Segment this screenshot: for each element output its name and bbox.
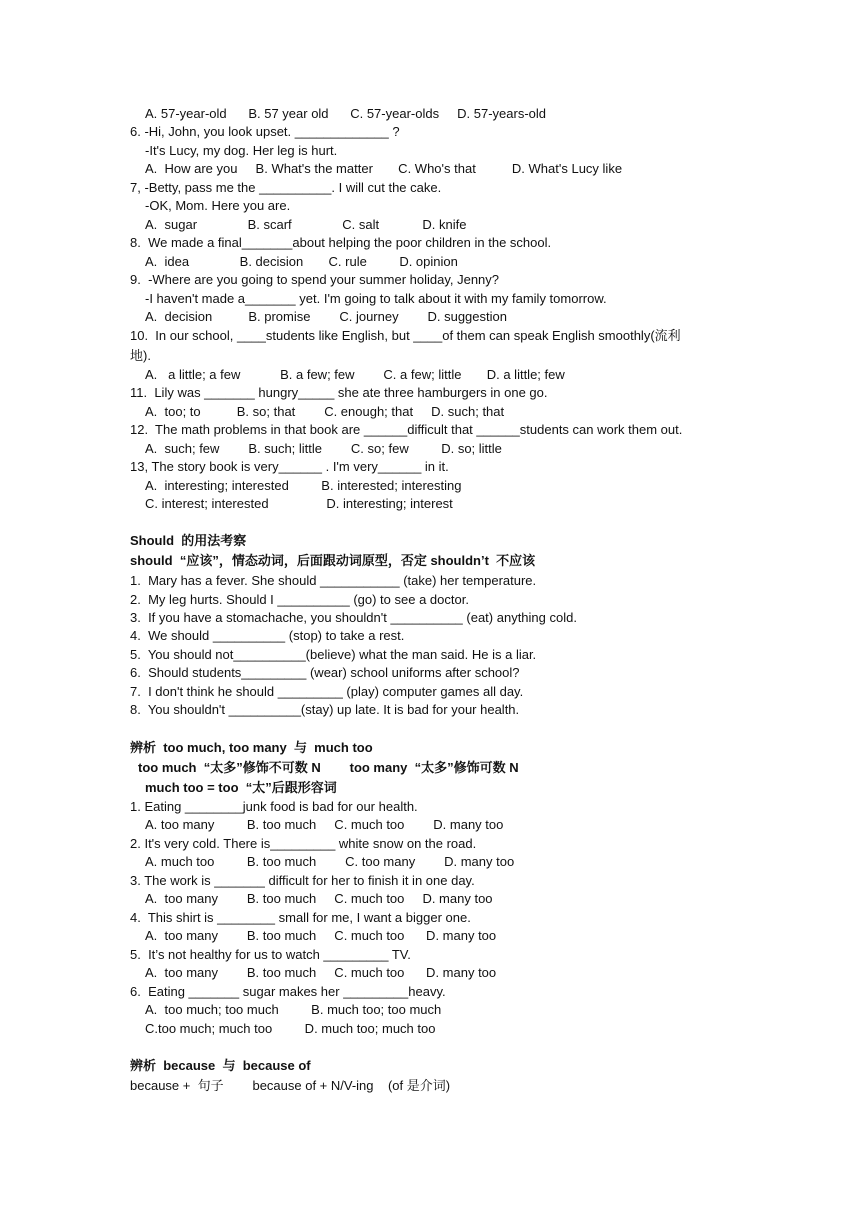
- q13-options-2: C. interest; interested D. interesting; interest: [145, 496, 453, 511]
- too-q5: 5. It’s not healthy for us to watch _________ TV.: [130, 947, 411, 962]
- q9-reply: -I haven't made a_______ yet. I'm going to talk about it with my family tomorrow.: [145, 291, 607, 306]
- too-q4: 4. This shirt is ________ small for me, I want a bigger one.: [130, 910, 471, 925]
- q13-stem: 13, The story book is very______ . I'm very______ in it.: [130, 459, 449, 474]
- should-item-5: 5. You should not__________(believe) what the man said. He is a liar.: [130, 647, 537, 662]
- too-q2: 2. It's very cold. There is_________ white snow on the road.: [130, 836, 477, 851]
- should-item-6: 6. Should students_________ (wear) school uniforms after school?: [130, 665, 520, 680]
- q12-options: A. such; few B. such; little C. so; few D. so; little: [145, 441, 502, 456]
- q7-options: A. sugar B. scarf C. salt D. knife: [145, 217, 467, 232]
- because-rule: because + 句子 because of + N/V-ing (of 是介词): [130, 1078, 451, 1093]
- too-q3: 3. The work is _______ difficult for her to finish it in one day.: [130, 873, 475, 888]
- too-q1-options: A. too many B. too much C. much too D. many too: [145, 817, 504, 832]
- should-item-3: 3. If you have a stomachache, you shouldn't __________ (eat) anything cold.: [130, 610, 577, 625]
- should-heading: Should 的用法考察: [130, 533, 247, 548]
- too-heading: 辨析 too much, too many 与 much too: [130, 740, 373, 755]
- q11-stem: 11. Lily was _______ hungry_____ she ate three hamburgers in one go.: [130, 385, 548, 400]
- q7-reply: -OK, Mom. Here you are.: [145, 198, 291, 213]
- too-q6-options-2: C.too much; much too D. much too; much too: [145, 1021, 436, 1036]
- q10-options: A. a little; a few B. a few; few C. a few; little D. a little; few: [145, 367, 565, 382]
- q11-options: A. too; to B. so; that C. enough; that D. such; that: [145, 404, 505, 419]
- too-q4-options: A. too many B. too much C. much too D. many too: [145, 928, 497, 943]
- because-heading: 辨析 because 与 because of: [130, 1058, 311, 1073]
- q10-stem-continued: 地).: [130, 348, 151, 363]
- too-rule-2: much too = too “太”后跟形容词: [145, 780, 337, 795]
- too-q6: 6. Eating _______ sugar makes her _________heavy.: [130, 984, 446, 999]
- q12-stem: 12. The math problems in that book are ______difficult that ______students can work them out.: [130, 422, 683, 437]
- too-q1: 1. Eating ________junk food is bad for our health.: [130, 799, 418, 814]
- q6-reply: -It's Lucy, my dog. Her leg is hurt.: [145, 143, 338, 158]
- q5-options: A. 57-year-old B. 57 year old C. 57-year-olds D. 57-years-old: [145, 106, 547, 121]
- q10-stem: 10. In our school, ____students like English, but ____of them can speak English smoothly(流利: [130, 328, 681, 343]
- too-q3-options: A. too many B. too much C. much too D. many too: [145, 891, 493, 906]
- q13-options-1: A. interesting; interested B. interested; interesting: [145, 478, 462, 493]
- too-q5-options: A. too many B. too much C. much too D. many too: [145, 965, 497, 980]
- q9-options: A. decision B. promise C. journey D. suggestion: [145, 309, 507, 324]
- q6-stem: 6. -Hi, John, you look upset. _____________ ?: [130, 124, 400, 139]
- should-item-7: 7. I don't think he should _________ (play) computer games all day.: [130, 684, 524, 699]
- too-q2-options: A. much too B. too much C. too many D. many too: [145, 854, 515, 869]
- should-item-8: 8. You shouldn't __________(stay) up late. It is bad for your health.: [130, 702, 520, 717]
- should-rule: should “应该”，情态动词，后面跟动词原型，否定 shouldn’t 不应该: [130, 553, 536, 568]
- q6-options: A. How are you B. What's the matter C. Who's that D. What's Lucy like: [145, 161, 623, 176]
- q9-stem: 9. -Where are you going to spend your summer holiday, Jenny?: [130, 272, 500, 287]
- should-item-2: 2. My leg hurts. Should I __________ (go) to see a doctor.: [130, 592, 469, 607]
- q8-options: A. idea B. decision C. rule D. opinion: [145, 254, 458, 269]
- should-item-1: 1. Mary has a fever. She should ___________ (take) her temperature.: [130, 573, 537, 588]
- q8-stem: 8. We made a final_______about helping the poor children in the school.: [130, 235, 552, 250]
- too-rule-1: too much “太多”修饰不可数 N too many “太多”修饰可数 N: [138, 760, 519, 775]
- q7-stem: 7, -Betty, pass me the __________. I will cut the cake.: [130, 180, 442, 195]
- too-q6-options-1: A. too much; too much B. much too; too much: [145, 1002, 442, 1017]
- should-item-4: 4. We should __________ (stop) to take a rest.: [130, 628, 405, 643]
